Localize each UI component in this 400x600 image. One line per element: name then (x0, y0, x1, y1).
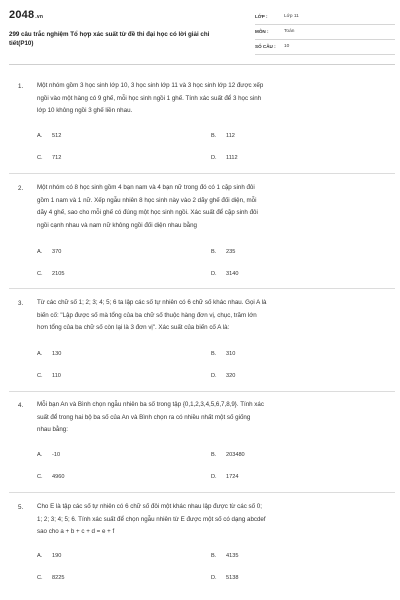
option-key: C. (37, 155, 43, 161)
option-value: -10 (52, 452, 61, 458)
option-b[interactable] (211, 452, 245, 458)
document-meta (255, 10, 395, 55)
option-key: C. (37, 271, 43, 277)
option-key: A. (37, 133, 43, 139)
option-b[interactable] (211, 553, 238, 559)
question-line: sao cho a + b + c + d = e + f (37, 528, 115, 535)
question-number: 1. (18, 83, 24, 90)
question-text (37, 399, 392, 437)
option-value: 4960 (52, 474, 65, 480)
option-value: 512 (52, 133, 62, 139)
question-line: hơn tổng của ba chữ số còn lại là 3 đơn vị". Xác suất của biến cố A là: (37, 324, 230, 331)
option-key: B. (211, 249, 217, 255)
option-key: C. (37, 373, 43, 379)
question-line: suất để trong hai bộ ba số của An và Bình chọn ra có nhiều nhất một số giống (37, 413, 251, 421)
meta-value: Lớp 11 (284, 14, 299, 19)
option-a[interactable] (37, 133, 61, 139)
logo-domain: .vn (35, 14, 44, 20)
option-c[interactable] (37, 155, 61, 161)
question-text (37, 182, 392, 232)
page-header (0, 0, 400, 66)
question-line: nhau bằng: (37, 426, 68, 433)
option-key: A. (37, 351, 43, 357)
question-line: Mỗi bạn An và Bình chọn ngẫu nhiên ba số trong tập {0,1,2,3,4,5,6,7,8,9}. Tính xác (37, 401, 264, 408)
option-c[interactable] (37, 271, 64, 277)
option-a[interactable] (37, 351, 61, 357)
question-line: ngồi cạnh nhau và nam nữ không ngồi đối diện nhau bằng (37, 221, 197, 229)
option-key: C. (37, 575, 43, 581)
option-value: 3140 (226, 271, 239, 277)
option-b[interactable] (211, 133, 235, 139)
meta-row-question-count (255, 40, 395, 55)
option-value: 235 (226, 249, 236, 255)
document-title: 299 câu trắc nghiệm Tổ hợp xác suất từ đề thi đại học có lời giải chi tiết(P10) (9, 31, 210, 47)
option-b[interactable] (211, 249, 235, 255)
option-d[interactable] (211, 474, 238, 480)
option-b[interactable] (211, 351, 235, 357)
meta-value: 10 (284, 44, 290, 49)
question-line: Một nhóm gồm 3 học sinh lớp 10, 3 học sinh lớp 11 và 3 học sinh lớp 12 được xếp (37, 82, 264, 89)
option-value: 2105 (52, 271, 65, 277)
meta-label: LỚP : (255, 14, 268, 19)
question-line: 1; 2; 3; 4; 5; 6. Tính xác suất để chọn ngẫu nhiên từ E được một số có dạng abcdef (37, 515, 266, 523)
question-text (37, 297, 392, 335)
option-value: 370 (52, 249, 62, 255)
option-c[interactable] (37, 373, 61, 379)
option-key: A. (37, 452, 43, 458)
option-value: 110 (52, 373, 61, 379)
option-value: 320 (226, 373, 236, 379)
option-value: 712 (52, 155, 62, 161)
option-a[interactable] (37, 452, 60, 458)
site-logo[interactable] (9, 9, 43, 21)
option-key: A. (37, 553, 43, 559)
option-d[interactable] (211, 373, 235, 379)
question-line: dãy 4 ghế, sao cho mỗi ghế có đúng một học sinh ngồi. Xác suất để cặp sinh đôi (37, 209, 258, 216)
option-a[interactable] (37, 553, 61, 559)
option-d[interactable] (211, 271, 238, 277)
question-line: gồm 1 nam và 1 nữ. Xếp ngẫu nhiên 8 học sinh này vào 2 dãy ghế đối diện, mỗi (37, 196, 257, 204)
option-key: A. (37, 249, 43, 255)
option-key: B. (211, 452, 217, 458)
question-number: 2. (18, 185, 24, 192)
meta-value: Toán (284, 29, 295, 34)
option-key: B. (211, 553, 217, 559)
question-divider (9, 492, 395, 493)
option-value: 4135 (226, 553, 239, 559)
option-value: 203480 (226, 452, 245, 458)
question-number: 4. (18, 402, 24, 409)
meta-row-class (255, 10, 395, 25)
option-value: 1112 (226, 155, 238, 161)
question-line: lớp 10 không ngồi 3 ghế liền nhau. (37, 107, 133, 114)
option-value: 1724 (226, 474, 239, 480)
question-line: ngồi vào một hàng có 9 ghế, mỗi học sinh ngồi 1 ghế. Tính xác suất để 3 học sinh (37, 94, 262, 102)
question-number: 3. (18, 300, 24, 307)
option-key: D. (211, 271, 217, 277)
question-line: Cho E là tập các số tự nhiên có 6 chữ số đôi một khác nhau lập được từ các số 0; (37, 503, 262, 510)
question-line: biến cố: "Lập được số mà tổng của ba chữ số thuộc hàng đơn vị, chục, trăm lớn (37, 311, 257, 319)
question-line: Từ các chữ số 1; 2; 3; 4; 5; 6 ta lập các số tự nhiên có 6 chữ số khác nhau. Gọi A là (37, 299, 267, 306)
meta-label: MÔN : (255, 29, 269, 34)
question-number: 5. (18, 504, 24, 511)
option-c[interactable] (37, 474, 64, 480)
option-key: D. (211, 474, 217, 480)
option-value: 5138 (226, 575, 239, 581)
option-key: D. (211, 155, 217, 161)
meta-row-subject (255, 25, 395, 40)
option-key: D. (211, 575, 217, 581)
option-key: B. (211, 133, 217, 139)
question-text (37, 501, 392, 539)
question-divider (9, 288, 395, 289)
question-line: Một nhóm có 8 học sinh gồm 4 bạn nam và 4 bạn nữ trong đó có 1 cặp sinh đôi (37, 184, 255, 191)
option-value: 190 (52, 553, 62, 559)
meta-label: SỐ CÂU : (255, 44, 276, 49)
option-value: 310 (226, 351, 236, 357)
logo-main: 2048 (9, 9, 35, 21)
option-key: B. (211, 351, 217, 357)
option-value: 8225 (52, 575, 65, 581)
option-d[interactable] (211, 155, 238, 161)
option-a[interactable] (37, 249, 61, 255)
option-key: C. (37, 474, 43, 480)
header-divider (9, 64, 395, 65)
option-value: 130 (52, 351, 62, 357)
option-key: D. (211, 373, 217, 379)
option-value: 112 (226, 133, 235, 139)
question-text (37, 80, 392, 118)
question-divider (9, 391, 395, 392)
option-d[interactable] (211, 575, 238, 581)
question-divider (9, 173, 395, 174)
option-c[interactable] (37, 575, 64, 581)
